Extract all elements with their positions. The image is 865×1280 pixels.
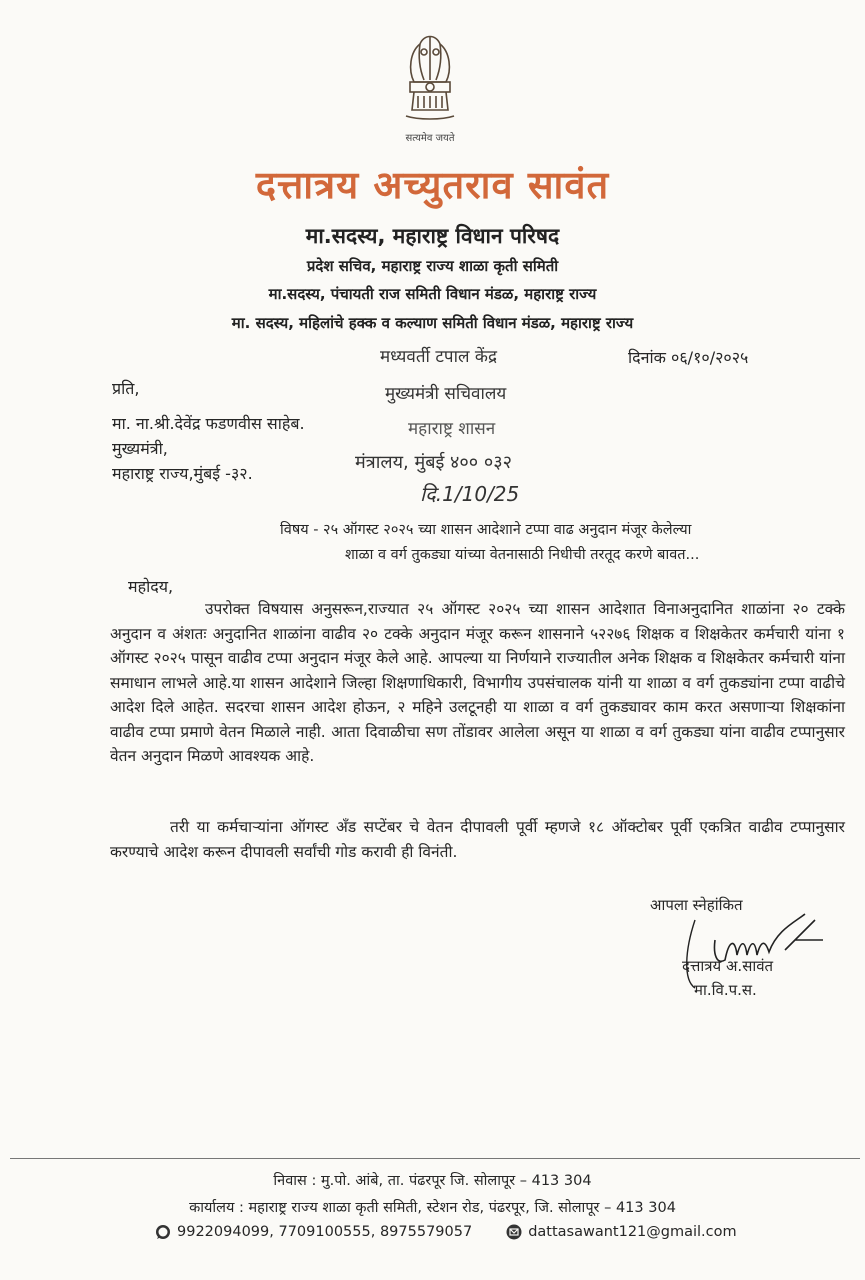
subject-line-1: विषय - २५ ऑगस्ट २०२५ च्या शासन आदेशाने टप्पा वाढ अनुदान मंजूर केलेल्या: [280, 522, 692, 538]
footer-office: कार्यालय : महाराष्ट्र राज्य शाळा कृती समिती, स्टेशन रोड, पंढरपूर, जि. सोलापूर – 413 304: [189, 1200, 676, 1216]
ashoka-emblem-icon: [394, 22, 466, 134]
recipient-line-1: प्रति,: [112, 379, 140, 398]
letter-date: दिनांक ०६/१०/२०२५: [628, 348, 749, 367]
signature-title: मा.वि.प.स.: [694, 981, 757, 999]
email-icon: [506, 1224, 522, 1240]
footer-residence: निवास : मु.पो. आंबे, ता. पंढरपूर जि. सोलापूर – 413 304: [273, 1173, 592, 1189]
emblem-motto: सत्यमेव जयते: [405, 133, 455, 144]
sender-name: दत्तात्रय अच्युतराव सावंत: [255, 163, 610, 207]
stamp-line-4: मंत्रालय, मुंबई ४०० ०३२: [355, 452, 512, 473]
footer-email[interactable]: dattasawant121@gmail.com: [528, 1224, 737, 1240]
sender-designation-1: मा.सदस्य, महाराष्ट्र विधान परिषद: [305, 224, 560, 248]
signature-closing: आपला स्नेहांकित: [650, 896, 743, 914]
signature-name: दत्तात्रय अ.सावंत: [682, 957, 774, 975]
recipient-line-2: मा. ना.श्री.देवेंद्र फडणवीस साहेब.: [112, 414, 305, 433]
footer-contacts: [155, 1224, 737, 1240]
stamp-line-1: मध्यवर्ती टपाल केंद्र: [380, 347, 498, 367]
salutation: महोदय,: [128, 577, 174, 596]
stamp-line-3: महाराष्ट्र शासन: [408, 419, 496, 439]
subject-line-2: शाळा व वर्ग तुकड्या यांच्या वेतनासाठी निधीची तरतूद करणे बावत...: [345, 547, 700, 563]
footer-divider: [10, 1158, 860, 1159]
stamp-date: दि.1/10/25: [420, 482, 520, 506]
sender-designation-4: मा. सदस्य, महिलांचे हक्क व कल्याण समिती विधान मंडळ, महाराष्ट्र राज्य: [231, 314, 634, 332]
whatsapp-icon: [155, 1224, 171, 1240]
footer-phones: 9922094099, 7709100555, 8975579057: [177, 1224, 473, 1240]
sender-designation-3: मा.सदस्य, पंचायती राज समिती विधान मंडळ, महाराष्ट्र राज्य: [268, 285, 597, 303]
subject: [280, 518, 840, 568]
body-paragraph-1: उपरोक्त विषयास अनुसरून,राज्यात २५ ऑगस्ट २०२५ च्या शासन आदेशात विनाअनुदानित शाळांना २० टक्के अनुदान व अंशतः अनुदानित शाळांना वाढीव २० टक्के अनुदान मंजूर करून शासनाने ५२२७६ शिक्षक व शिक्षकेतर कर्मचारी यांना १ ऑगस्ट २०२५ पासून वाढीव टप्पा अनुदान मंजूर केले आहे. आपल्या या निर्णयाने राज्यातील अनेक शिक्षक व शिक्षकेतर कर्मचारी यांना समाधान लाभले आहे.या शासन आदेशाने जिल्हा शिक्षणाधिकारी, विभागीय उपसंचालक यांनी या शाळा व वर्ग तुकड्यांना टप्पा वाढीचे आदेश दिले आहेत. सदरचा शासन आदेश होऊन, २ महिने उलटूनही या शाळा व वर्ग तुकड्यावर काम करत असणाऱ्या शिक्षकांना वाढीव टप्पा प्रमाणे वेतन मिळाले नाही. आता दिवाळीचा सण तोंडावर आलेला असून या शाळा व वर्ग तुकड्या यांना वाढीव टप्पानुसार वेतन अनुदान मिळणे आवश्यक आहे.: [110, 600, 845, 765]
recipient-line-3: मुख्यमंत्री,: [112, 439, 168, 458]
sender-designation-2: प्रदेश सचिव, महाराष्ट्र राज्य शाळा कृती समिती: [306, 257, 559, 275]
recipient-line-4: महाराष्ट्र राज्य,मुंबई -३२.: [112, 464, 253, 483]
body-paragraph-2: तरी या कर्मचाऱ्यांना ऑगस्ट अँड सप्टेंबर चे वेतन दीपावली पूर्वी म्हणजे १८ ऑक्टोबर पूर्वी एकत्रित वाढीव टप्पानुसार करण्याचे आदेश करून दीपावली सर्वांची गोड करावी ही विनंती.: [110, 818, 845, 861]
stamp-line-2: मुख्यमंत्री सचिवालय: [385, 384, 507, 404]
handwritten-signature-icon: [665, 910, 825, 990]
